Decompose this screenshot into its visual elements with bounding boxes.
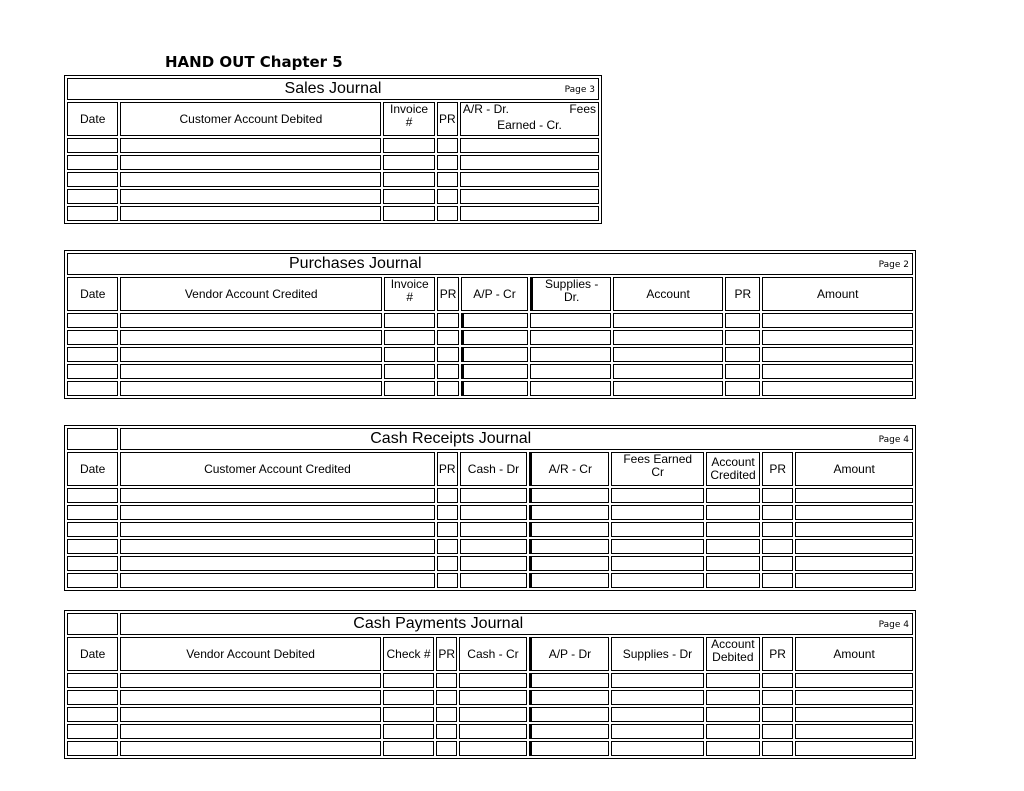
entry-cell [436, 690, 457, 705]
header-pr-2: PR [725, 277, 760, 311]
header-pr: PR [437, 452, 458, 486]
entry-cell [461, 364, 529, 379]
entry-cell [611, 556, 703, 571]
entry-cell [706, 724, 760, 739]
table-row [67, 690, 913, 705]
entry-cell [795, 556, 913, 571]
header-supplies-dr [530, 277, 611, 311]
entry-cell [795, 741, 913, 756]
entry-cell [436, 741, 457, 756]
header-account: Account [613, 277, 723, 311]
header-amount: Amount [795, 452, 913, 486]
cash-payments-journal-page: Page 4 [878, 620, 909, 630]
entry-cell [530, 330, 611, 345]
entry-cell [762, 330, 913, 345]
entry-cell [460, 189, 599, 204]
entry-cell [725, 381, 760, 396]
entry-cell [120, 189, 381, 204]
entry-cell [437, 155, 458, 170]
entry-cell [611, 690, 704, 705]
header-pr: PR [437, 277, 458, 311]
header-account-line1: Account [711, 455, 755, 469]
table-row [67, 313, 913, 328]
entry-cell [120, 347, 382, 362]
entry-cell [611, 488, 703, 503]
entry-cell [120, 206, 381, 221]
entry-cell [67, 690, 118, 705]
entry-cell [437, 206, 458, 221]
header-account-debited [706, 637, 760, 671]
table-row [67, 505, 913, 520]
entry-cell [383, 155, 434, 170]
entry-cell [460, 488, 527, 503]
entry-cell [762, 573, 793, 588]
entry-cell [437, 347, 458, 362]
table-row [67, 741, 913, 756]
header-account-line2: Debited [712, 650, 754, 664]
header-supplies-line2: Dr. [564, 290, 580, 304]
entry-cell [120, 364, 382, 379]
entry-cell [460, 206, 599, 221]
cash-receipts-journal-title: Cash Receipts Journal [370, 430, 532, 447]
header-date: Date [67, 102, 118, 136]
entry-cell [383, 138, 434, 153]
entry-cell [530, 347, 611, 362]
entry-cell [706, 539, 760, 554]
entry-cell [611, 539, 703, 554]
entry-cell [67, 155, 118, 170]
entry-cell [120, 381, 382, 396]
table-row [67, 539, 913, 554]
sales-journal-body [67, 78, 599, 221]
entry-cell [383, 189, 434, 204]
entry-cell [611, 673, 704, 688]
entry-cell [762, 556, 793, 571]
header-check-number: Check # [383, 637, 434, 671]
entry-cell [384, 347, 435, 362]
header-earned-cr: Earned - Cr. [497, 118, 562, 132]
entry-cell [795, 673, 913, 688]
entry-cell [67, 741, 118, 756]
header-vendor-account-debited: Vendor Account Debited [120, 637, 381, 671]
entry-cell [460, 539, 527, 554]
entry-cell [120, 330, 382, 345]
table-row [67, 381, 913, 396]
entry-cell [529, 556, 609, 571]
entry-cell [67, 172, 118, 187]
entry-cell [459, 724, 526, 739]
entry-cell [613, 330, 723, 345]
entry-cell [67, 381, 118, 396]
header-invoice-line2: # [405, 115, 413, 129]
entry-cell [120, 556, 434, 571]
table-row [67, 673, 913, 688]
entry-cell [762, 505, 793, 520]
entry-cell [795, 707, 913, 722]
header-supplies-line1: Supplies - [545, 277, 599, 291]
header-pr: PR [436, 637, 457, 671]
entry-cell [67, 573, 118, 588]
entry-cell [460, 155, 599, 170]
entry-cell [762, 488, 793, 503]
header-invoice-line1: Invoice [390, 277, 429, 291]
cash-payments-title-spacer [67, 613, 118, 635]
entry-cell [706, 522, 760, 537]
header-fees: Fees [569, 102, 596, 116]
header-invoice-line1: Invoice [390, 102, 429, 116]
table-row [67, 155, 599, 170]
entry-cell [611, 522, 703, 537]
entry-cell [120, 741, 381, 756]
entry-cell [436, 673, 457, 688]
entry-cell [611, 741, 704, 756]
cash-receipts-journal [64, 425, 916, 591]
header-invoice [383, 102, 434, 136]
entry-cell [437, 381, 458, 396]
header-customer-account-credited: Customer Account Credited [120, 452, 434, 486]
table-row [67, 488, 913, 503]
entry-cell [437, 138, 458, 153]
header-date: Date [67, 637, 118, 671]
purchases-journal-table [65, 251, 915, 398]
entry-cell [706, 505, 760, 520]
entry-cell [706, 673, 760, 688]
entry-cell [706, 573, 760, 588]
sales-journal [64, 75, 602, 224]
entry-cell [437, 189, 458, 204]
sales-journal-page: Page 3 [564, 85, 595, 95]
entry-cell [706, 488, 760, 503]
entry-cell [762, 313, 913, 328]
entry-cell [437, 313, 458, 328]
header-fees-line1: Fees Earned [623, 452, 693, 466]
entry-cell [383, 206, 434, 221]
entry-cell [120, 573, 434, 588]
entry-cell [383, 707, 434, 722]
entry-cell [611, 573, 703, 588]
entry-cell [120, 138, 381, 153]
entry-cell [762, 381, 913, 396]
entry-cell [762, 673, 793, 688]
entry-cell [611, 505, 703, 520]
entry-cell [461, 330, 529, 345]
entry-cell [67, 189, 118, 204]
table-row [67, 189, 599, 204]
table-row [67, 724, 913, 739]
entry-cell [530, 381, 611, 396]
cash-receipts-journal-body [67, 428, 913, 588]
entry-cell [120, 505, 434, 520]
entry-cell [613, 347, 723, 362]
header-invoice [384, 277, 435, 311]
entry-cell [459, 690, 526, 705]
entry-cell [762, 690, 793, 705]
entry-cell [613, 313, 723, 328]
entry-cell [529, 690, 609, 705]
entry-cell [67, 673, 118, 688]
header-vendor-account-credited: Vendor Account Credited [120, 277, 382, 311]
entry-cell [530, 313, 611, 328]
cash-payments-journal-body [67, 613, 913, 756]
entry-cell [67, 347, 118, 362]
entry-cell [436, 724, 457, 739]
entry-cell [67, 330, 118, 345]
table-row [67, 556, 913, 571]
cash-payments-journal [64, 610, 916, 759]
entry-cell [725, 330, 760, 345]
entry-cell [459, 707, 526, 722]
cash-payments-journal-table [65, 611, 915, 758]
entry-cell [529, 673, 609, 688]
entry-cell [725, 313, 760, 328]
entry-cell [461, 347, 529, 362]
entry-cell [795, 724, 913, 739]
entry-cell [120, 488, 434, 503]
entry-cell [120, 522, 434, 537]
entry-cell [762, 539, 793, 554]
purchases-journal-page: Page 2 [878, 260, 909, 270]
entry-cell [611, 707, 704, 722]
entry-cell [437, 364, 458, 379]
entry-cell [120, 707, 381, 722]
entry-cell [383, 690, 434, 705]
header-pr-2: PR [762, 637, 793, 671]
entry-cell [613, 364, 723, 379]
table-row [67, 172, 599, 187]
table-row [67, 206, 599, 221]
entry-cell [529, 488, 609, 503]
table-row [67, 138, 599, 153]
entry-cell [67, 522, 118, 537]
entry-cell [437, 488, 458, 503]
cash-receipts-journal-page: Page 4 [878, 435, 909, 445]
sales-journal-title: Sales Journal [284, 80, 382, 97]
header-ar-dr-fees-earned-cr [460, 102, 599, 136]
entry-cell [762, 347, 913, 362]
header-amount: Amount [795, 637, 913, 671]
header-ar-cr: A/R - Cr [529, 452, 609, 486]
entry-cell [762, 522, 793, 537]
entry-cell [120, 172, 381, 187]
header-fees-earned-cr [611, 452, 703, 486]
entry-cell [460, 522, 527, 537]
cash-payments-journal-title: Cash Payments Journal [353, 615, 524, 632]
header-pr-2: PR [762, 452, 793, 486]
entry-cell [460, 172, 599, 187]
entry-cell [706, 741, 760, 756]
entry-cell [384, 313, 435, 328]
header-invoice-line2: # [406, 290, 414, 304]
entry-cell [530, 364, 611, 379]
entry-cell [67, 539, 118, 554]
entry-cell [762, 707, 793, 722]
entry-cell [67, 556, 118, 571]
header-date: Date [67, 277, 118, 311]
entry-cell [611, 724, 704, 739]
header-fees-line2: Cr [651, 465, 665, 479]
cash-payments-journal-title-cell [120, 613, 913, 635]
entry-cell [461, 313, 529, 328]
entry-cell [384, 330, 435, 345]
entry-cell [795, 539, 913, 554]
entry-cell [795, 690, 913, 705]
entry-cell [529, 573, 609, 588]
entry-cell [529, 707, 609, 722]
entry-cell [459, 741, 526, 756]
header-account-credited [706, 452, 760, 486]
entry-cell [460, 505, 527, 520]
entry-cell [383, 172, 434, 187]
entry-cell [384, 381, 435, 396]
entry-cell [461, 381, 529, 396]
entry-cell [67, 724, 118, 739]
purchases-journal [64, 250, 916, 399]
header-ap-dr: A/P - Dr [529, 637, 609, 671]
entry-cell [120, 724, 381, 739]
entry-cell [529, 505, 609, 520]
sales-journal-title-cell [67, 78, 599, 100]
entry-cell [437, 522, 458, 537]
entry-cell [437, 573, 458, 588]
entry-cell [436, 707, 457, 722]
entry-cell [725, 364, 760, 379]
entry-cell [67, 488, 118, 503]
entry-cell [120, 690, 381, 705]
entry-cell [67, 707, 118, 722]
table-row [67, 522, 913, 537]
entry-cell [383, 673, 434, 688]
entry-cell [120, 155, 381, 170]
entry-cell [460, 138, 599, 153]
cash-receipts-title-spacer [67, 428, 118, 450]
table-row [67, 707, 913, 722]
entry-cell [67, 364, 118, 379]
entry-cell [725, 347, 760, 362]
entry-cell [529, 522, 609, 537]
header-ar-dr: A/R - Dr. [462, 102, 509, 116]
entry-cell [762, 364, 913, 379]
entry-cell [437, 556, 458, 571]
entry-cell [706, 690, 760, 705]
header-account-line1: Account [711, 637, 755, 651]
cash-receipts-journal-table [65, 426, 915, 590]
entry-cell [795, 488, 913, 503]
header-customer-account-debited: Customer Account Debited [120, 102, 381, 136]
entry-cell [120, 673, 381, 688]
header-date: Date [67, 452, 118, 486]
entry-cell [529, 539, 609, 554]
table-row [67, 364, 913, 379]
entry-cell [613, 381, 723, 396]
entry-cell [706, 556, 760, 571]
entry-cell [706, 707, 760, 722]
entry-cell [437, 505, 458, 520]
entry-cell [384, 364, 435, 379]
header-account-line2: Credited [710, 468, 756, 482]
entry-cell [460, 556, 527, 571]
entry-cell [383, 741, 434, 756]
document-title: HAND OUT Chapter 5 [165, 53, 343, 71]
entry-cell [67, 138, 118, 153]
sales-journal-table [65, 76, 601, 223]
entry-cell [67, 313, 118, 328]
entry-cell [67, 505, 118, 520]
entry-cell [437, 172, 458, 187]
entry-cell [67, 206, 118, 221]
header-cash-cr: Cash - Cr [459, 637, 526, 671]
entry-cell [383, 724, 434, 739]
header-supplies-dr: Supplies - Dr [611, 637, 704, 671]
header-ap-cr: A/P - Cr [461, 277, 529, 311]
entry-cell [120, 313, 382, 328]
entry-cell [795, 522, 913, 537]
entry-cell [460, 573, 527, 588]
entry-cell [762, 724, 793, 739]
entry-cell [762, 741, 793, 756]
cash-receipts-journal-title-cell [120, 428, 913, 450]
entry-cell [795, 505, 913, 520]
header-cash-dr: Cash - Dr [460, 452, 527, 486]
entry-cell [437, 330, 458, 345]
entry-cell [120, 539, 434, 554]
entry-cell [437, 539, 458, 554]
entry-cell [529, 724, 609, 739]
header-amount: Amount [762, 277, 913, 311]
table-row [67, 347, 913, 362]
purchases-journal-title-cell [67, 253, 913, 275]
entry-cell [795, 573, 913, 588]
entry-cell [529, 741, 609, 756]
purchases-journal-body [67, 253, 913, 396]
header-pr: PR [437, 102, 458, 136]
entry-cell [459, 673, 526, 688]
purchases-journal-title: Purchases Journal [289, 255, 422, 272]
table-row [67, 573, 913, 588]
table-row [67, 330, 913, 345]
